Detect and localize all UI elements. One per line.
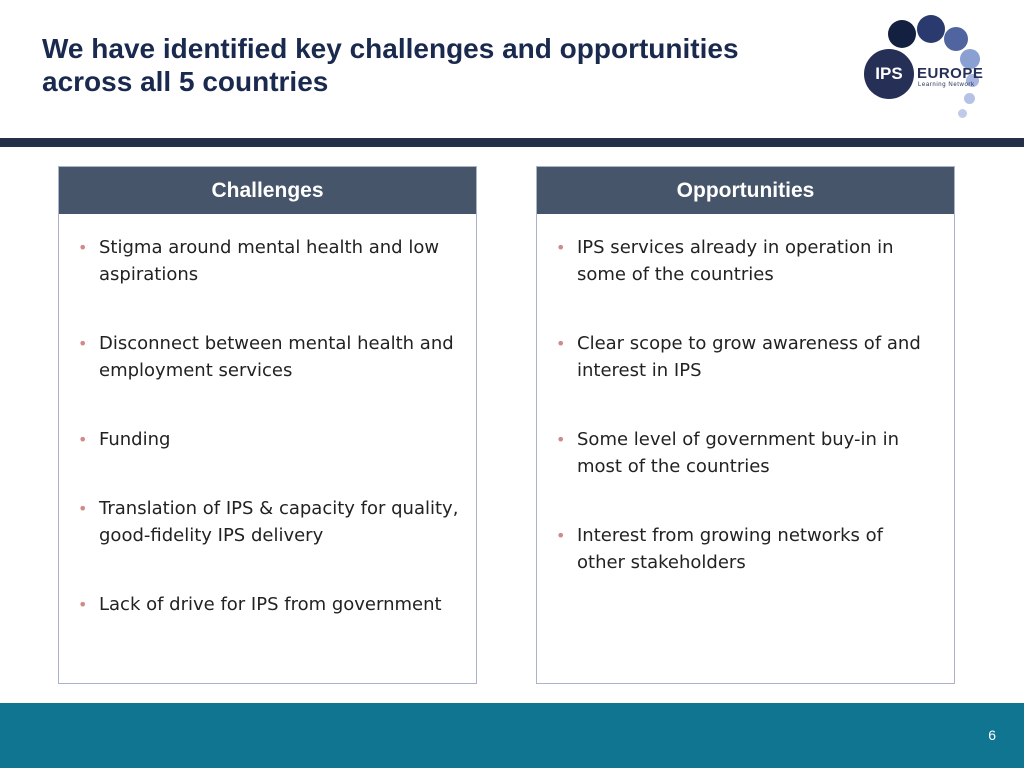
opportunity-text: Some level of government buy-in in most of the countries xyxy=(577,429,900,477)
challenge-text: Lack of drive for IPS from government xyxy=(99,594,442,615)
logo-ips-circle: IPS xyxy=(864,49,914,99)
slide-title-line-1: We have identified key challenges and opportunities xyxy=(42,33,739,64)
challenges-panel xyxy=(58,166,477,684)
opportunity-item xyxy=(556,522,917,576)
opportunity-text: IPS services already in operation in some of the countries xyxy=(577,237,894,285)
footer-bar xyxy=(0,703,1024,768)
challenge-item xyxy=(78,591,469,618)
logo-dot xyxy=(917,15,945,43)
bullet-icon: • xyxy=(78,238,88,257)
challenge-text: Stigma around mental health and low aspirations xyxy=(99,237,440,285)
bullet-icon: • xyxy=(556,334,566,353)
bullet-icon: • xyxy=(78,334,88,353)
logo-dot xyxy=(944,27,968,51)
bullet-icon: • xyxy=(78,595,88,614)
challenges-header: Challenges xyxy=(59,167,476,214)
opportunities-header: Opportunities xyxy=(537,167,954,214)
logo-dot xyxy=(888,20,916,48)
opportunity-text: Interest from growing networks of other stakeholders xyxy=(577,525,883,573)
ips-europe-logo xyxy=(860,12,1010,124)
challenge-text: Translation of IPS & capacity for quality, good-fidelity IPS delivery xyxy=(99,498,459,546)
bullet-icon: • xyxy=(556,526,566,545)
slide-title-line-2: across all 5 countries xyxy=(42,66,329,97)
challenge-item xyxy=(78,426,459,453)
bullet-icon: • xyxy=(556,238,566,257)
page-number: 6 xyxy=(988,727,996,743)
opportunity-text: Clear scope to grow awareness of and interest in IPS xyxy=(577,333,921,381)
logo-dot xyxy=(958,109,967,118)
opportunities-panel xyxy=(536,166,955,684)
challenge-text: Disconnect between mental health and employment services xyxy=(99,333,454,381)
bullet-icon: • xyxy=(556,430,566,449)
opportunity-item xyxy=(556,234,917,288)
logo-dot xyxy=(964,93,975,104)
opportunity-item xyxy=(556,426,917,480)
challenge-item xyxy=(78,330,459,384)
bullet-icon: • xyxy=(78,499,88,518)
bullet-icon: • xyxy=(78,430,88,449)
challenge-text: Funding xyxy=(99,429,171,450)
challenge-item xyxy=(78,495,459,549)
opportunity-item xyxy=(556,330,942,384)
logo-europe-text: EUROPE xyxy=(917,65,984,82)
logo-network-text: Learning Network xyxy=(918,82,975,88)
header-divider xyxy=(0,138,1024,147)
slide-title xyxy=(42,32,842,98)
challenge-item xyxy=(78,234,459,288)
